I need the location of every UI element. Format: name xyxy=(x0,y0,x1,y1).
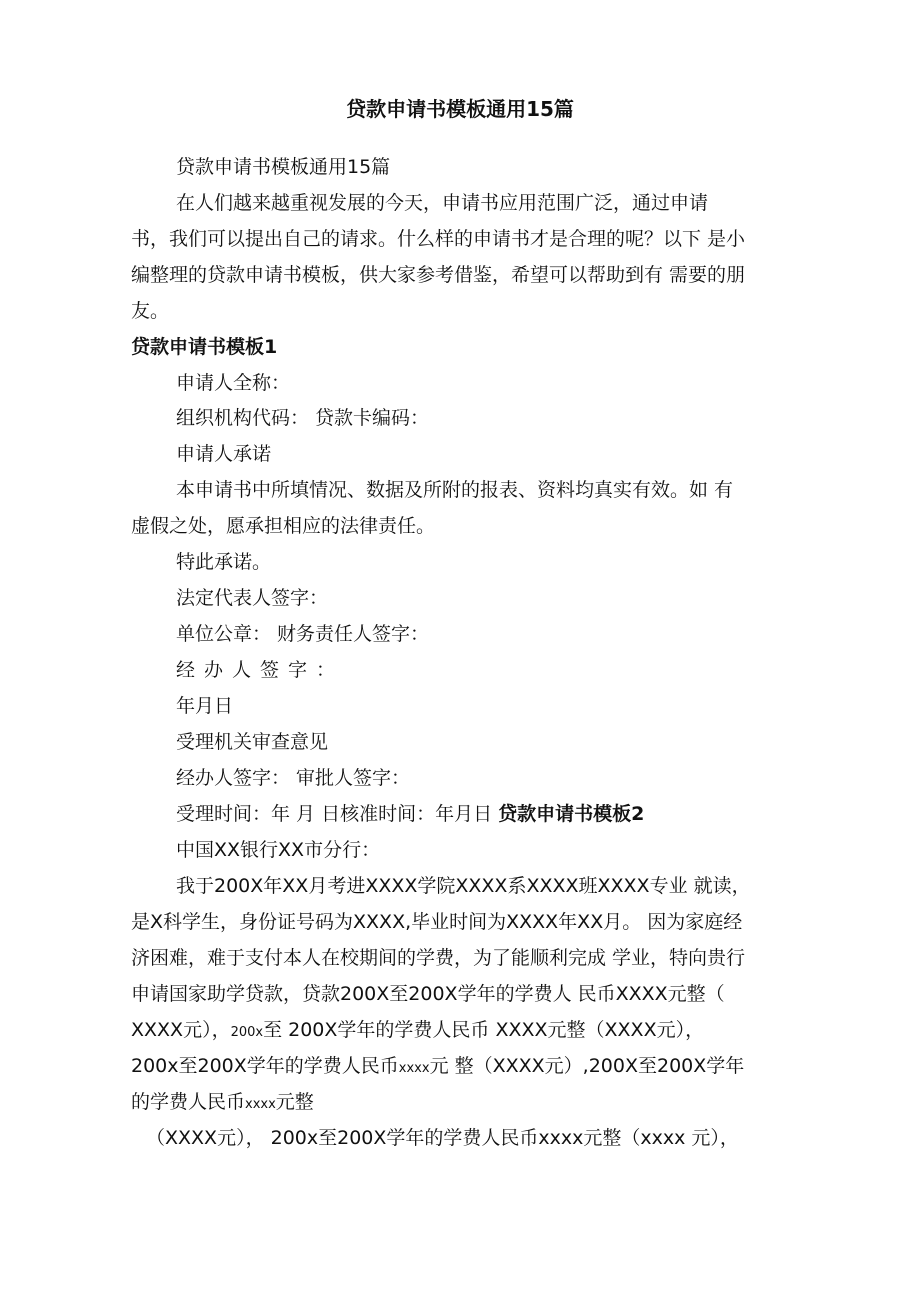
body-line-7-c: 元整 xyxy=(275,1091,314,1113)
accept-time-text: 受理时间：年 月 日核准时间：年月日 xyxy=(176,803,499,825)
body-line-6-a: 200x至200X学年的学费人民币 xyxy=(131,1055,399,1077)
body-line-6-b: xxxx xyxy=(398,1061,430,1076)
body-line-6-c: 元 整（XXXX元）,200X至200X学年 xyxy=(429,1055,745,1077)
body-line-3: 济困难，难于支付本人在校期间的学费，为了能顺利完成 学业，特向贵行 xyxy=(131,947,746,969)
body-line-1: 我于200X年XX月考进XXXX学院XXXX系XXXX班XXXX专业 就读， xyxy=(176,875,751,897)
intro-line-3: 编整理的贷款申请书模板，供大家参考借鉴，希望可以帮助到有 需要的朋 xyxy=(131,264,746,286)
body-line-5-a: XXXX元）， xyxy=(131,1019,231,1041)
promise-text-2: 虚假之处，愿承担相应的法律责任。 xyxy=(131,515,436,537)
hereby-promise: 特此承诺。 xyxy=(176,551,272,573)
body-line-7 xyxy=(131,1090,314,1117)
date-line: 年月日 xyxy=(176,695,234,717)
body-line-5-b: 200x xyxy=(230,1025,264,1040)
template1-heading: 贷款申请书模板1 xyxy=(131,336,278,358)
promise-text-1: 本申请书中所填情况、数据及所附的报表、资料均真实有效。如 有 xyxy=(176,479,734,501)
accept-time-line xyxy=(176,802,644,826)
seal-line: 单位公章： 财务责任人签字： xyxy=(176,623,430,645)
handler-approver-line: 经办人签字： 审批人签字： xyxy=(176,767,411,789)
promise-title: 申请人承诺 xyxy=(176,443,272,465)
addressee: 中国XX银行XX市分行： xyxy=(176,839,381,861)
body-line-5 xyxy=(131,1018,704,1045)
body-line-2: 是X科学生，身份证号码为XXXX,毕业时间为XXXX年XX月。 因为家庭经 xyxy=(131,911,743,933)
org-code-line: 组织机构代码： 贷款卡编码： xyxy=(176,407,430,429)
legal-rep-sign: 法定代表人签字： xyxy=(176,587,329,609)
document-title: 贷款申请书模板通用15篇 xyxy=(346,97,574,121)
body-line-8: （XXXX元）， 200x至200X学年的学费人民币xxxx元整（xxxx 元）， xyxy=(146,1127,739,1149)
applicant-name: 申请人全称： xyxy=(176,372,291,394)
intro-line-1: 在人们越来越重视发展的今天，申请书应用范围广泛，通过申请 xyxy=(176,192,709,214)
template2-heading: 贷款申请书模板2 xyxy=(498,803,645,825)
review-opinion: 受理机关审查意见 xyxy=(176,731,329,753)
intro-line-2: 书，我们可以提出自己的请求。什么样的申请书才是合理的呢？以下 是小 xyxy=(131,228,746,250)
intro-line-4: 友。 xyxy=(131,300,170,322)
body-line-5-c: 至 200X学年的学费人民币 XXXX元整（XXXX元）， xyxy=(263,1019,705,1041)
subtitle: 贷款申请书模板通用15篇 xyxy=(176,156,391,178)
body-line-6 xyxy=(131,1054,744,1081)
body-line-7-a: 的学费人民币 xyxy=(131,1091,246,1113)
body-line-7-b: xxxx xyxy=(245,1097,276,1112)
handler-sign: 经办人签字： xyxy=(176,659,345,681)
body-line-4: 申请国家助学贷款，贷款200X至200X学年的学费人 民币XXXX元整（ xyxy=(131,983,725,1005)
